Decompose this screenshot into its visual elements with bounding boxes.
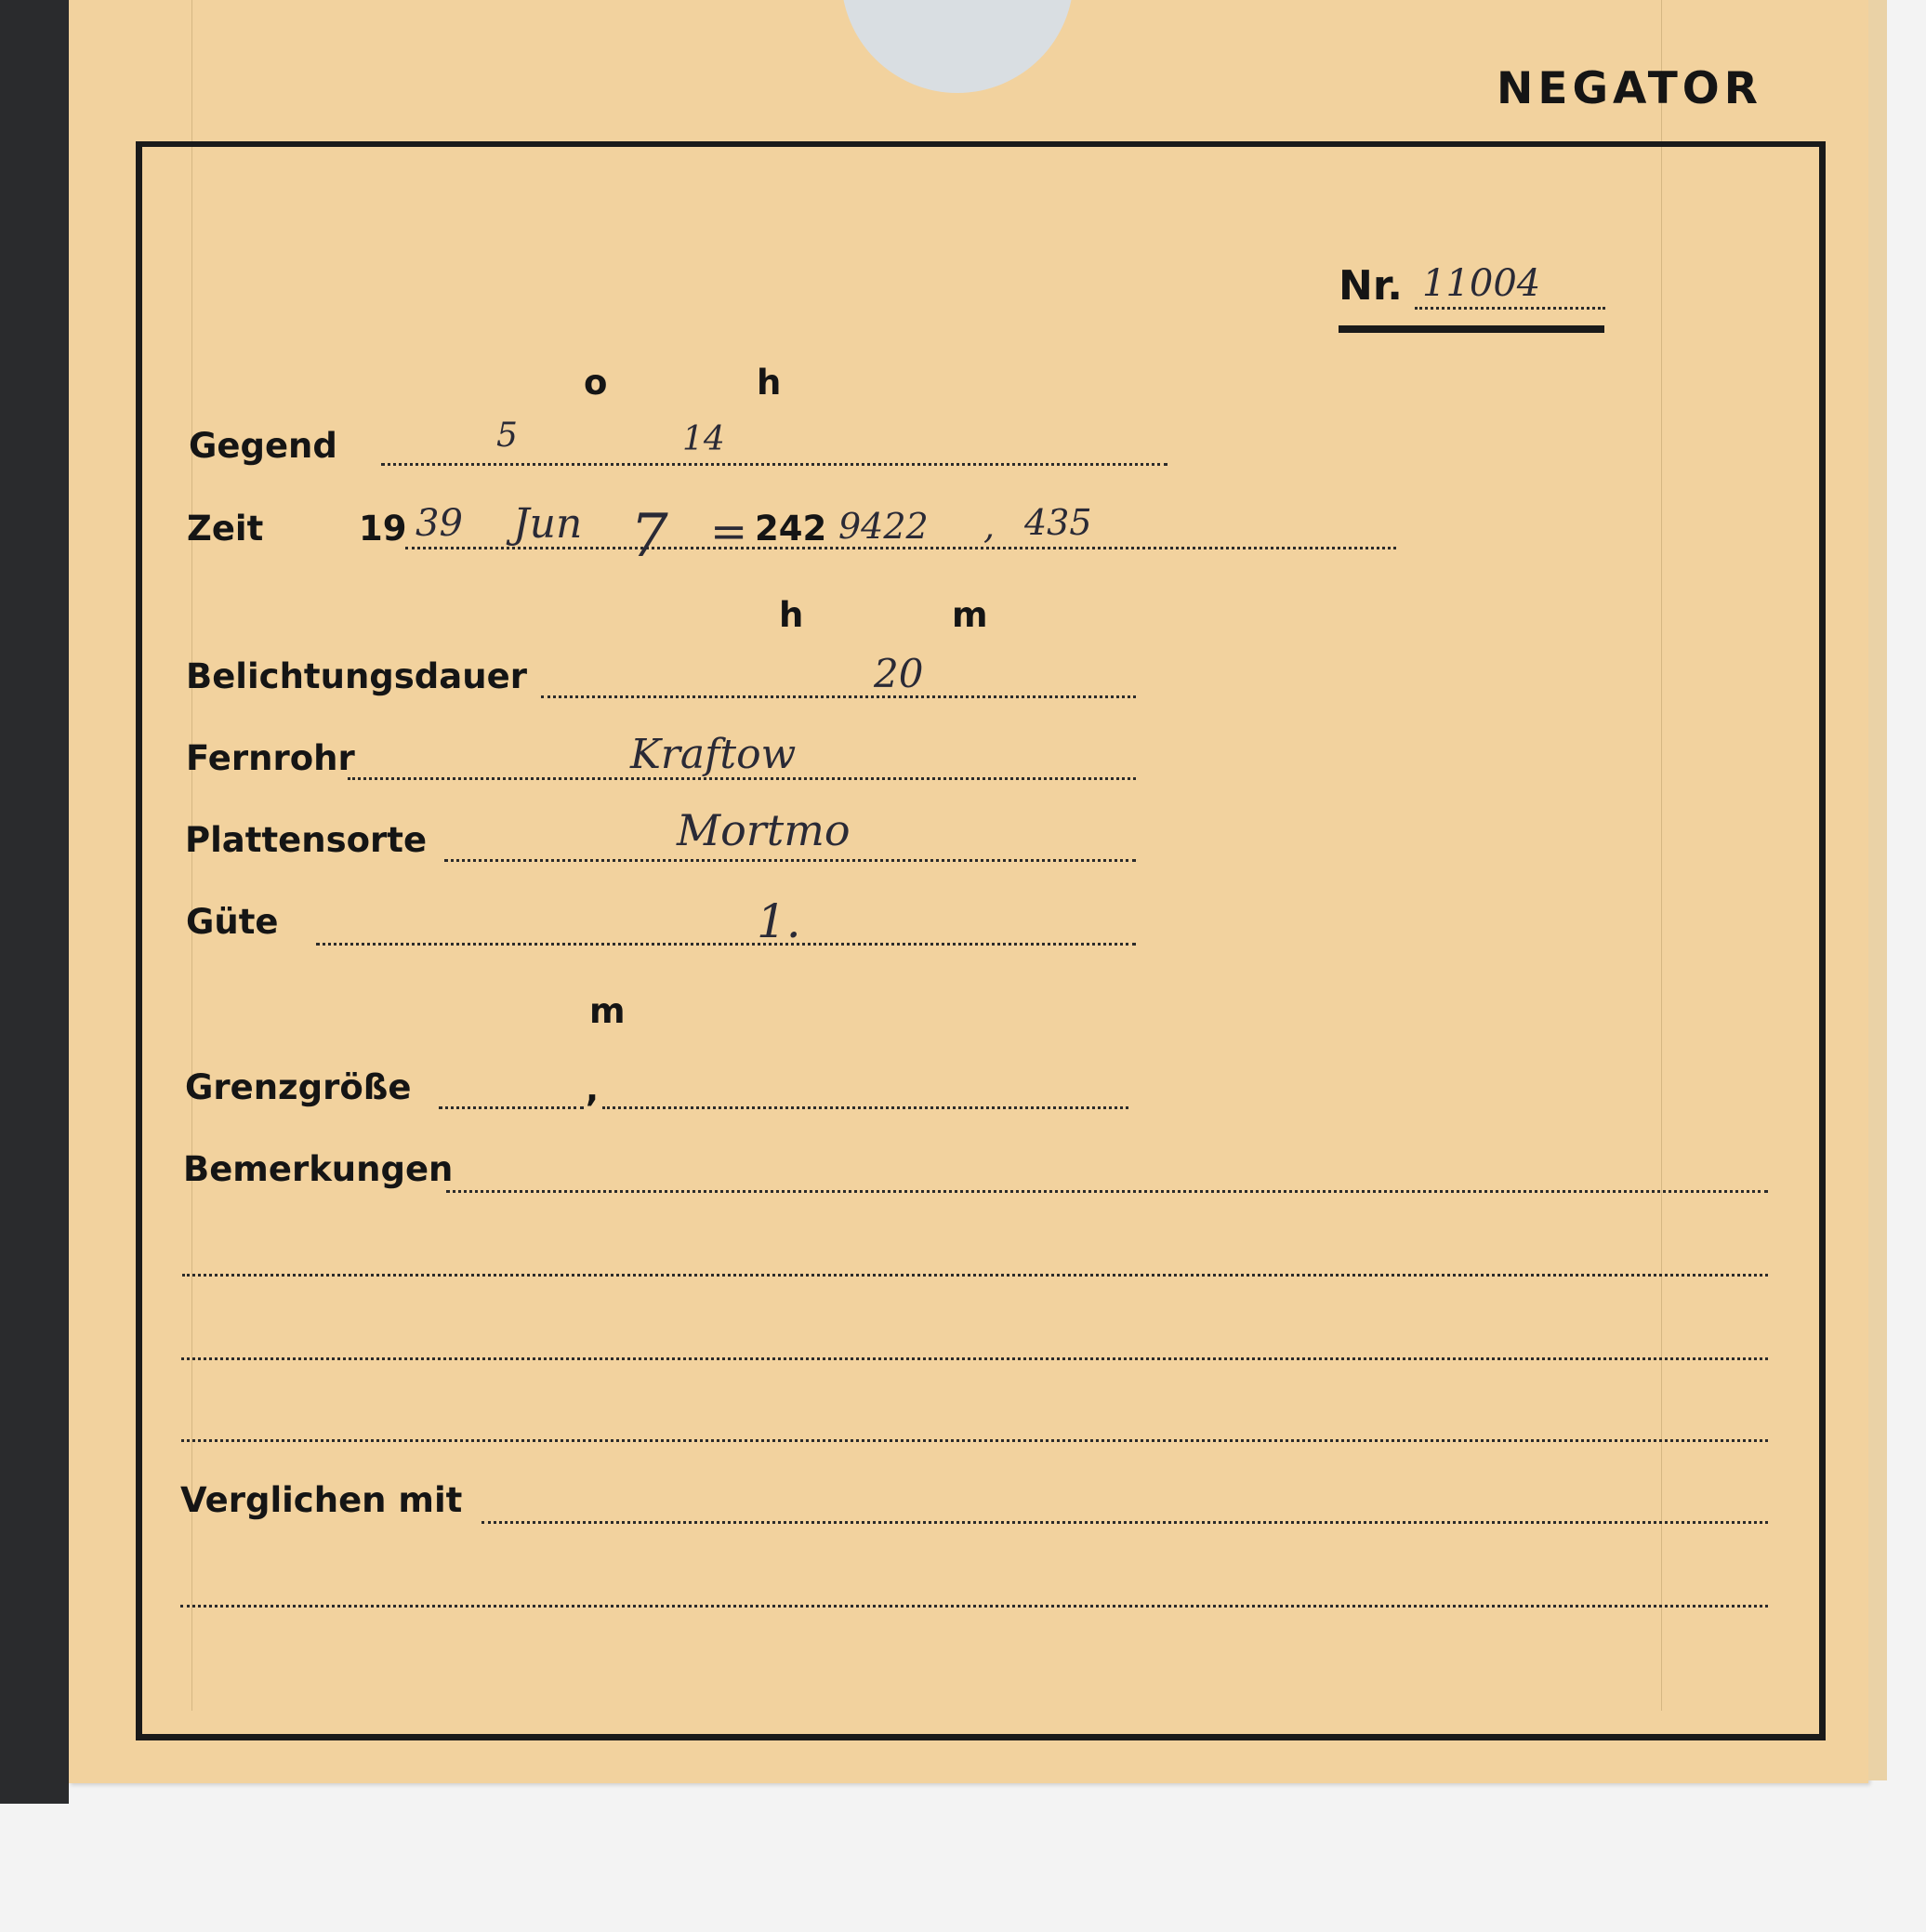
- verglichen-extra-line: [180, 1605, 1768, 1608]
- nr-value: 11004: [1422, 262, 1541, 305]
- belichtungsdauer-value: 20: [874, 651, 924, 696]
- zeit-month: Jun: [513, 500, 583, 548]
- grenzgroesse-field-line-1: [439, 1106, 584, 1109]
- belichtungsdauer-label: Belichtungsdauer: [186, 656, 527, 696]
- zeit-jd-prefix: 242: [755, 509, 827, 549]
- envelope-edge: [1868, 0, 1887, 1780]
- grenzgroesse-field-line-2: [602, 1106, 1128, 1109]
- grenzgroesse-comma: ,: [586, 1069, 600, 1109]
- unit-magnitude: m: [589, 991, 626, 1031]
- zeit-day: 7: [630, 502, 668, 571]
- zeit-jd-value: 9422: [838, 506, 929, 547]
- unit-minute: m: [952, 595, 988, 635]
- unit-hour: h: [779, 595, 804, 635]
- gegend-field-line: [381, 463, 1167, 466]
- belichtungsdauer-field-line: [541, 695, 1136, 698]
- guete-value: 1.: [757, 894, 801, 948]
- fernrohr-label: Fernrohr: [186, 738, 355, 778]
- fernrohr-value: Kraftow: [630, 731, 797, 778]
- binder-spine: [0, 0, 69, 1804]
- zeit-equals: =: [710, 506, 748, 558]
- gegend-value-2: 14: [682, 420, 725, 458]
- bemerkungen-extra-line: [181, 1357, 1768, 1360]
- verglichen-label: Verglichen mit: [180, 1480, 463, 1520]
- plattensorte-label: Plattensorte: [185, 820, 428, 860]
- gegend-value-1: 5: [496, 417, 518, 455]
- bemerkungen-extra-line: [182, 1274, 1768, 1277]
- nr-underline: [1339, 325, 1604, 333]
- guete-field-line: [316, 943, 1136, 946]
- bemerkungen-label: Bemerkungen: [183, 1149, 454, 1189]
- bemerkungen-extra-line: [181, 1439, 1768, 1442]
- nr-field-line: [1415, 307, 1605, 310]
- verglichen-field-line: [482, 1521, 1768, 1524]
- grenzgroesse-label: Grenzgröße: [185, 1067, 412, 1107]
- zeit-fraction: 435: [1024, 502, 1092, 543]
- guete-label: Güte: [186, 902, 279, 942]
- nr-label: Nr.: [1339, 262, 1403, 310]
- unit-degree: o: [584, 363, 608, 403]
- plattensorte-field-line: [444, 859, 1136, 862]
- unit-hour: h: [757, 363, 782, 403]
- zeit-separator: ,: [983, 506, 996, 547]
- zeit-year-prefix: 19: [359, 509, 407, 549]
- brand-title: NEGATOR: [1497, 63, 1762, 114]
- gegend-label: Gegend: [189, 426, 337, 466]
- plattensorte-value: Mortmo: [677, 805, 851, 855]
- zeit-year-suffix: 39: [416, 502, 463, 545]
- zeit-label: Zeit: [187, 509, 264, 549]
- bemerkungen-field-line: [446, 1190, 1768, 1193]
